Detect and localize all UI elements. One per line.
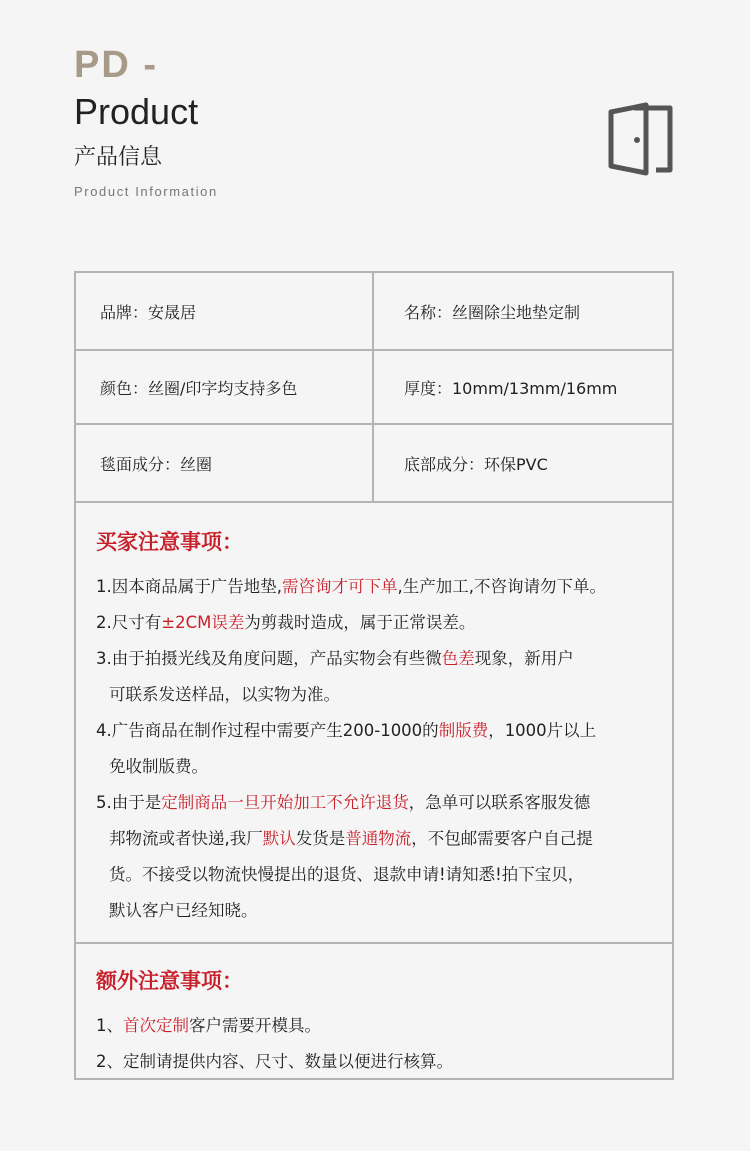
note-text: 5.由于是 (96, 793, 162, 812)
note-item-2 (96, 605, 672, 641)
note-item-1 (96, 569, 672, 605)
note-highlight: 默认 (262, 829, 296, 848)
note-item-5-cont: 货。不接受以物流快慢提出的退货、退款申请!请知悉!拍下宝贝， (109, 865, 585, 884)
note-text: 为剪裁时造成，属于正常误差。 (244, 613, 476, 632)
note-item-5-cont (96, 821, 672, 857)
extra-notes-section (76, 944, 672, 1080)
note-highlight: 定制商品一旦开始加工不允许退货 (161, 793, 409, 812)
note-highlight: 色差 (441, 649, 475, 668)
buyer-notes-section (76, 503, 672, 944)
pd-label: PD - (74, 44, 158, 86)
note-item-5 (96, 785, 672, 821)
note-highlight: 首次定制 (123, 1016, 189, 1035)
note-item-3-cont: 可联系发送样品，以实物为准。 (109, 685, 340, 704)
spec-bottom: 底部成分：环保PVC (404, 454, 548, 474)
note-text: ，不包邮需要客户自己提 (411, 829, 593, 848)
note-text: ，1000片以上 (488, 721, 597, 740)
note-text: ,生产加工,不咨询请勿下单。 (397, 577, 606, 596)
note-item-5-cont: 默认客户已经知晓。 (109, 901, 258, 920)
spec-thickness: 厚度：10mm/13mm/16mm (404, 378, 618, 398)
extra-item-2: 2、定制请提供内容、尺寸、数量以便进行核算。 (96, 1052, 453, 1071)
spec-surface: 毯面成分：丝圈 (76, 425, 374, 501)
extra-item-1 (96, 1008, 672, 1044)
note-text: 4.广告商品在制作过程中需要产生200-1000的 (96, 721, 439, 740)
note-highlight: 制版费 (438, 721, 489, 740)
note-highlight: 普通物流 (345, 829, 412, 848)
note-text: 1、 (96, 1016, 123, 1035)
note-text: 邦物流或者快递,我厂 (109, 829, 263, 848)
note-text: 1.因本商品属于广告地垫, (96, 577, 282, 596)
page-header (74, 44, 218, 199)
note-highlight: ±2CM误差 (161, 613, 245, 632)
note-text: 3.由于拍摄光线及角度问题，产品实物会有些微 (96, 649, 442, 668)
note-text: 客户需要开模具。 (189, 1016, 321, 1035)
note-item-3 (96, 641, 672, 677)
note-text: 2.尺寸有 (96, 613, 162, 632)
note-item-4 (96, 713, 672, 749)
note-highlight: 需咨询才可下单 (282, 577, 398, 596)
spec-name: 名称：丝圈除尘地垫定制 (404, 302, 581, 322)
spec-row (76, 351, 672, 425)
door-open-icon (606, 102, 676, 176)
note-text: 发货是 (295, 829, 346, 848)
extra-notes-title: 额外注意事项： (96, 969, 243, 993)
note-item-4-cont: 免收制版费。 (109, 757, 208, 776)
buyer-notes-title: 买家注意事项： (96, 530, 243, 554)
spec-row (76, 273, 672, 351)
spec-row (76, 425, 672, 503)
product-label: Product (74, 91, 199, 132)
spec-brand: 品牌：安晟居 (76, 273, 374, 349)
note-text: ，急单可以联系客服发德 (408, 793, 591, 812)
spec-color: 颜色：丝圈/印字均支持多色 (76, 351, 374, 423)
note-text: 现象，新用户 (474, 649, 574, 668)
page-subtitle: Product Information (74, 184, 218, 199)
product-info-table (74, 271, 674, 1080)
page-title: 产品信息 (74, 145, 163, 170)
